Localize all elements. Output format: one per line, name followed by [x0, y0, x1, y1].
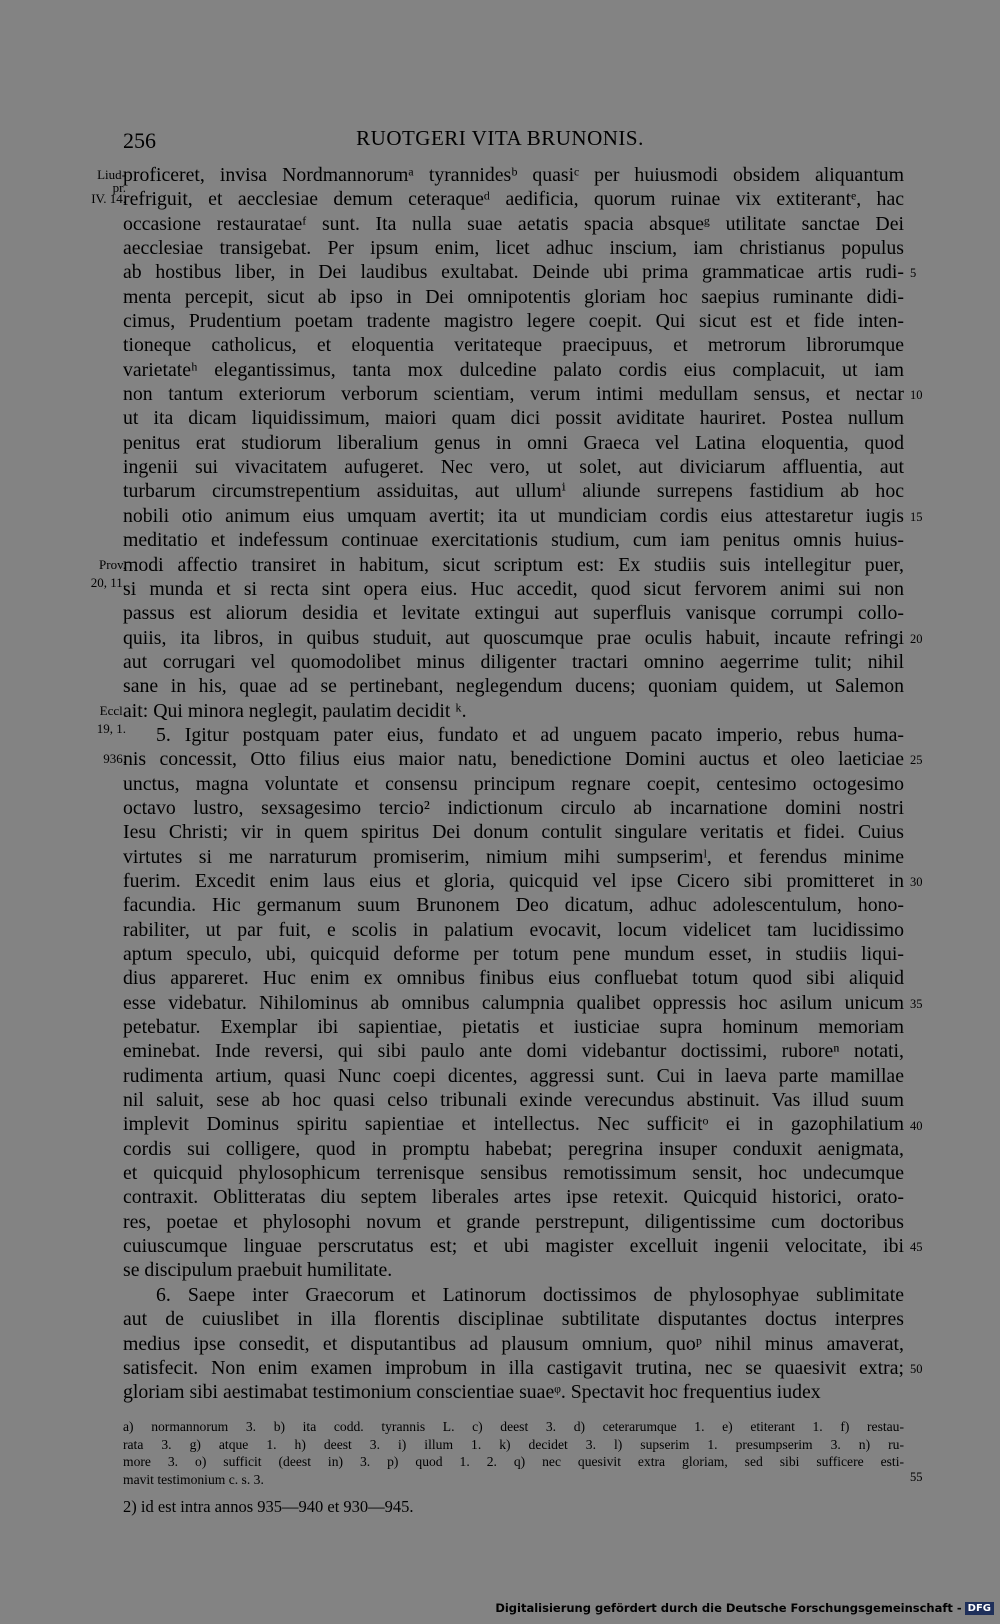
margin-note: 936.: [103, 751, 126, 767]
text-line: menta percepit, sicut ab ipso in Dei omnipotentis gloriam hoc saepius ruminante didi-: [123, 285, 904, 308]
text-line: si munda et si recta sint opera eius. Huc accedit, quod sicut fervorem animi sui non: [123, 577, 904, 600]
margin-note: pr.: [112, 180, 126, 196]
text-line: nis concessit, Otto filius eius maior natu, benedictione Domini auctus et oleo laeticiae: [123, 748, 904, 771]
text-line: aut de cuiuslibet in illa florentis disciplinae subtilitate disputantes doctus interpres: [123, 1308, 904, 1331]
text-line: petebatur. Exemplar ibi sapientiae, pietatis et iusticiae supra hominum memoriam: [123, 1016, 904, 1039]
text-line: turbarum circumstrepentium assiduitas, aut ullumⁱ aliunde surrepens fastidium ab hoc: [123, 480, 904, 503]
page-number: 256: [123, 128, 156, 153]
digitization-credit: [495, 1601, 994, 1615]
text-line: cuiuscumque linguae perscrutatus est; et ubi magister excelluit ingenii velocitate, ibi: [123, 1235, 904, 1258]
margin-note: Eccl.: [99, 702, 126, 718]
text-line: cimus, Prudentium poetam tradente magistro legere coepit. Qui sicut est et fide inten-: [123, 310, 904, 333]
text-line: res, poetae et phylosophi novum et grande perstrepunt, diligentissime cum doctoribus: [123, 1210, 904, 1233]
margin-note: Prov.: [99, 556, 126, 572]
text-line: penitus erat studiorum liberalium genus in omni Graeca vel Latina eloquentia, quod: [123, 431, 904, 454]
text-line: virtutes si me narraturum promiserim, nimium mihi sumpserimˡ, et ferendus minime: [123, 845, 904, 868]
text-line: dius appareret. Huc enim ex omnibus finibus eius confluebat totum quod sibi aliquid: [123, 967, 904, 990]
footnote-line-number: 55: [910, 1470, 923, 1484]
text-line: medius ipse consedit, et disputantibus ad plausum omnium, quoᵖ nihil minus amaverat,: [123, 1332, 904, 1355]
text-line: nil saluit, sese ab hoc quasi celso tribunali exinde verecundus abstinuit. Vas illud suum: [123, 1089, 904, 1112]
text-line: fuerim. Excedit enim laus eius et gloria, quicquid vel ipse Cicero sibi promitteret in: [123, 869, 904, 892]
text-line: gloriam sibi aestimabat testimonium conscientiae suaeᵠ. Spectavit hoc frequentius iudex: [123, 1381, 821, 1404]
text-line: modi affectio transiret in habitum, sicut scriptum est: Ex studiis suis intellegitur puer,: [123, 553, 904, 576]
text-line: sane in his, quae ad se pertinebant, neglegendum ducens; quoniam quidem, ut Salemon: [123, 675, 904, 698]
line-number: 10: [910, 388, 923, 403]
text-line: se discipulum praebuit humilitate.: [123, 1259, 393, 1282]
text-line: quiis, ita libros, in quibus studuit, aut quoscumque prae oculis habuit, incaute refringi: [123, 626, 904, 649]
text-line: et quicquid phylosophicum terrenisque sensibus remotissimum sensit, hoc undecumque: [123, 1162, 904, 1185]
footnote-line: mavit testimonium c. s. 3.: [123, 1471, 264, 1487]
text-line: ingenii sui vivacitatem aufugeret. Nec vero, ut solet, aut diviciarum affluentia, aut: [123, 456, 904, 479]
footnote-line: rata 3. g) atque 1. h) deest 3. i) illum 1. k) decidet 3. l) supserim 1. presumpserim 3. n) ru-: [123, 1436, 904, 1452]
text-line: esse videbatur. Nihilominus ab omnibus calumpnia qualibet oppressis hoc asilum unicum: [123, 991, 904, 1014]
text-line: refriguit, et aecclesiae demum ceteraqueᵈ aedificia, quorum ruinae vix extiterantᵉ, hac: [123, 188, 904, 211]
text-line: ut ita dicam liquidissimum, maiori quam dici possit aviditate hauriret. Postea nullum: [123, 407, 904, 430]
text-line: passus est aliorum desidia et levitate extingui aut superfluis vanisque corrumpi collo-: [123, 602, 904, 625]
line-number: 40: [910, 1118, 923, 1133]
footnote-line: more 3. o) sufficit (deest in) 3. p) quod 1. 2. q) nec quesivit extra gloriam, sed sibi sufficere esti-: [123, 1454, 904, 1469]
margin-note: 20, 11.: [90, 574, 126, 590]
text-line: facundia. Hic germanum suum Brunonem Deo dicatum, adhuc adolescentulum, hono-: [123, 894, 904, 917]
line-number: 15: [910, 509, 923, 524]
line-number: 20: [910, 631, 923, 646]
line-number: 45: [910, 1240, 923, 1255]
credit-text: Digitalisierung gefördert durch die Deutsche Forschungsgemeinschaft -: [495, 1601, 962, 1615]
text-line: varietateʰ elegantissimus, tanta mox dulcedine palato cordis eius complacuit, ut iam: [123, 358, 904, 381]
text-line: rudimenta artium, quasi Nunc coepi dicentes, aggressi sunt. Cui in laeva parte mamillae: [123, 1064, 904, 1087]
text-line: eminebat. Inde reversi, qui sibi paulo ante domi videbantur doctissimi, ruboreⁿ notati,: [123, 1040, 904, 1063]
body-text: [123, 163, 904, 1405]
text-line: non tantum exteriorum verborum scientiam, verum intimi medullam sensus, et nectar: [123, 383, 904, 406]
line-number: 5: [910, 266, 917, 281]
text-line: proficeret, invisa Nordmannorumᵃ tyrannidesᵇ quasiᶜ per huiusmodi obsidem aliquantum: [123, 164, 904, 186]
line-number: 30: [910, 875, 923, 890]
text-line: cordis sui colligere, quod in promptu habebat; peregrina insuper conduxit aenigmata,: [123, 1137, 904, 1160]
dfg-logo-icon: DFG: [965, 1602, 994, 1615]
running-head: RUOTGERI VITA BRUNONIS.: [356, 126, 644, 150]
text-line: ab hostibus liber, in Dei laudibus exultabat. Deinde ubi prima grammaticae artis rudi-: [123, 261, 904, 284]
text-line: aptum speculo, ubi, quicquid deforme per totum pene mundum esset, in studiis liqui-: [123, 943, 904, 965]
text-line: nobili otio animum eius umquam avertit; ita ut mundiciam cordis eius attestaretur iugis: [123, 504, 904, 527]
text-line: rabiliter, ut par fuit, e scolis in palatium evocavit, locum videlicet tam lucidissimo: [123, 918, 904, 941]
margin-note: Liud-: [97, 167, 126, 182]
line-number: 50: [910, 1362, 923, 1377]
text-line: aut corrugari vel quomodolibet minus diligenter tractari omnino aegerrime tulit; nihil: [123, 650, 904, 673]
text-line: aecclesiae transigebat. Per ipsum enim, licet adhuc inscium, iam christianus populus: [123, 237, 904, 260]
footnote-line: a) normannorum 3. b) ita codd. tyrannis L. c) deest 3. d) ceterarumque 1. e) etiterant 1. f) restau-: [123, 1419, 904, 1434]
text-line: 5. Igitur postquam pater eius, fundato et ad unguem pacato imperio, rebus huma-: [156, 723, 904, 746]
text-line: Iesu Christi; vir in quem spiritus Dei donum contulit singulare veritatis et fidei. Cuius: [123, 821, 904, 844]
text-line: ait: Qui minora neglegit, paulatim decidit ᵏ.: [123, 699, 467, 722]
text-line: octavo lustro, sexsagesimo tercio² indictionum circulo ab incarnatione domini nostri: [123, 796, 904, 819]
text-line: unctus, magna voluntate et consensu principum regnare coepit, centesimo octogesimo: [123, 772, 904, 795]
line-number: 25: [910, 753, 923, 768]
text-line: satisfecit. Non enim examen improbum in illa castigavit trutina, nec se quaesivit extra;: [123, 1356, 904, 1379]
text-line: tioneque catholicus, et eloquentia veritateque praecipuus, et metrorum librorumque: [123, 334, 904, 357]
margin-note: 19, 1.: [96, 720, 126, 736]
editorial-note: 2) id est intra annos 935—940 et 930—945.: [123, 1497, 414, 1516]
text-line: 6. Saepe inter Graecorum et Latinorum doctissimos de phylosophyae sublimitate: [156, 1283, 904, 1306]
text-line: implevit Dominus spiritu sapientiae et intellectus. Nec sufficitᵒ ei in gazophilatium: [123, 1113, 904, 1136]
text-line: meditatio et indefessum continuae exercitationis studium, cum iam penitus omnis huius-: [123, 529, 904, 552]
text-line: contraxit. Oblitteratas diu septem liberales artes ipse retexit. Quicquid historici, orato-: [123, 1186, 904, 1209]
line-number: 35: [910, 996, 923, 1011]
footnotes: [123, 1418, 904, 1488]
margin-note: IV. 14.: [91, 191, 126, 207]
text-line: occasione restaurataeᶠ sunt. Ita nulla suae aetatis spacia absqueᵍ utilitate sanctae Dei: [123, 212, 904, 235]
